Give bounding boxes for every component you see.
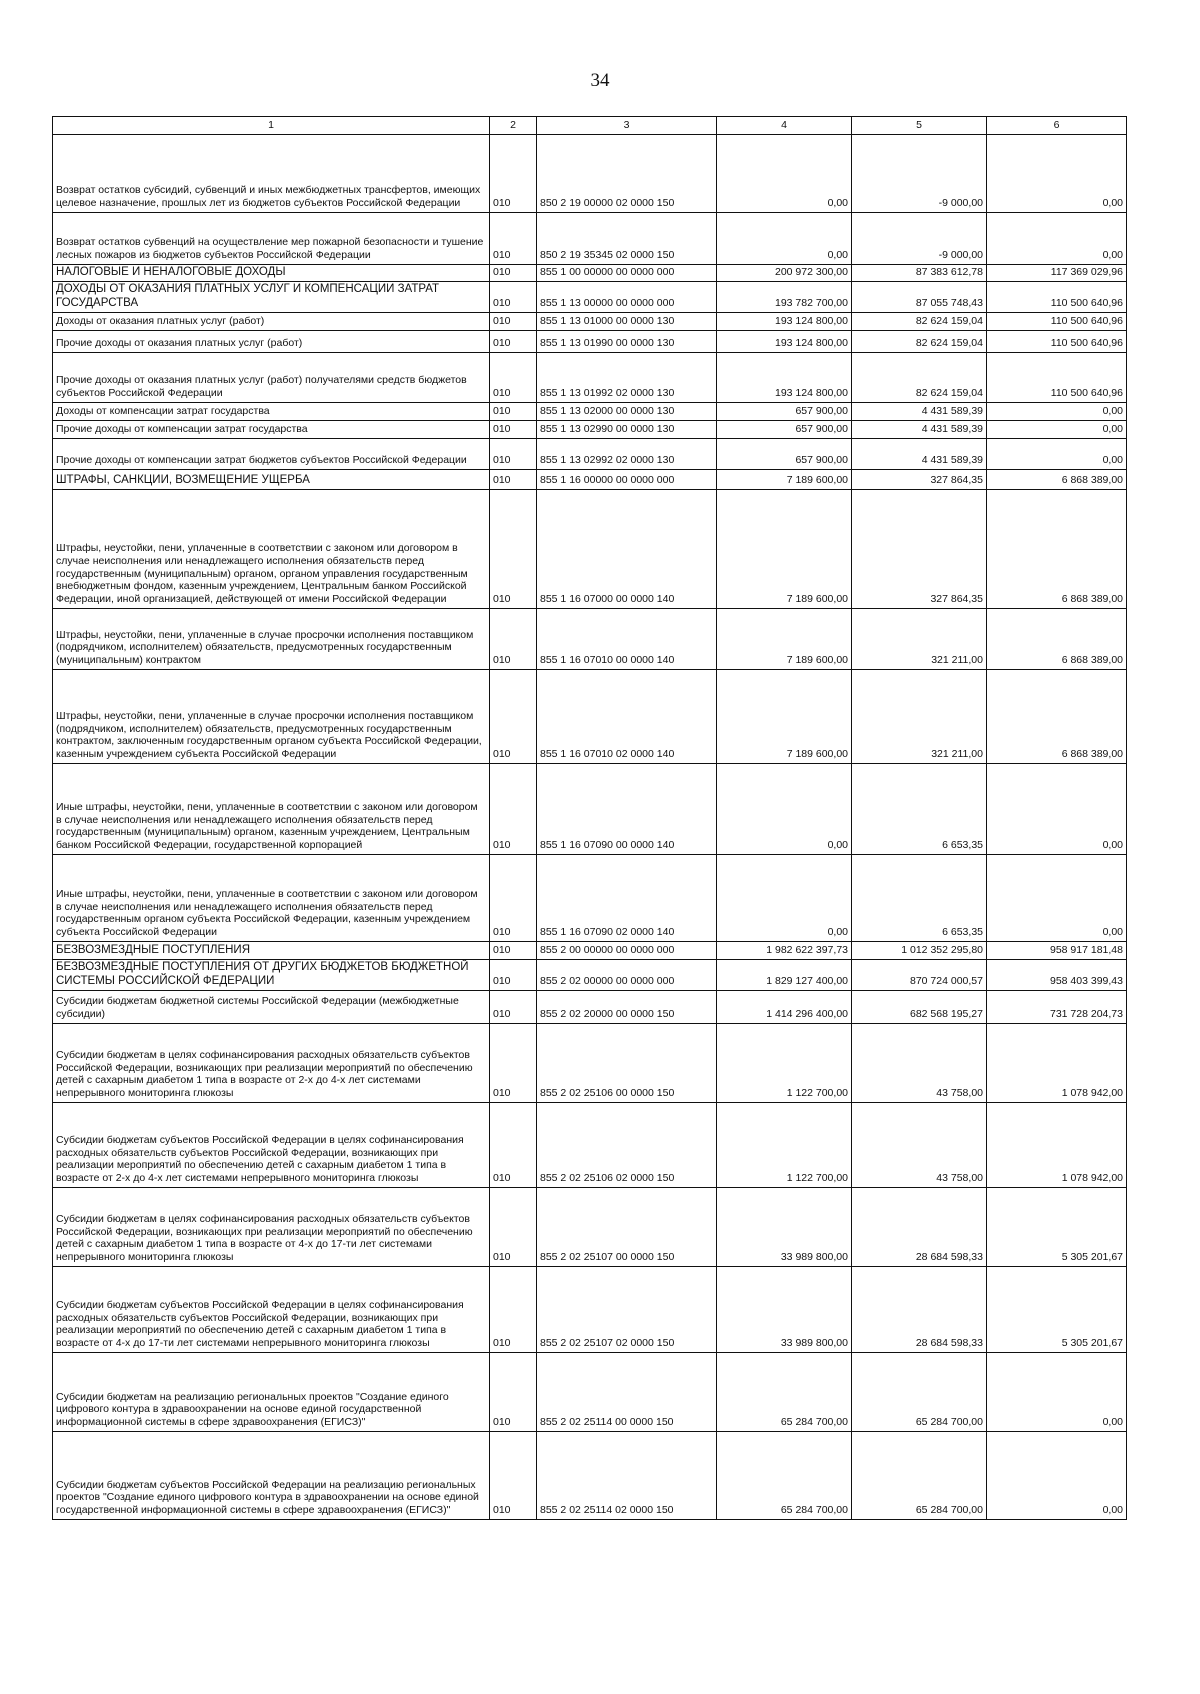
row-executed-amount-cell: 4 431 589,39 [852, 403, 987, 421]
row-approved-amount-cell: 0,00 [717, 135, 852, 213]
table-row [53, 490, 1127, 609]
row-line-code-cell: 010 [490, 403, 537, 421]
row-executed-amount-cell: 6 653,35 [852, 855, 987, 942]
row-unexecuted-amount-cell: 0,00 [987, 764, 1127, 855]
row-line-code-cell: 010 [490, 991, 537, 1024]
table-header [53, 117, 1127, 135]
row-executed-amount-cell: 327 864,35 [852, 470, 987, 490]
table-row [53, 421, 1127, 439]
row-budget-code-cell: 855 1 13 01992 02 0000 130 [537, 353, 717, 403]
row-budget-code-cell: 855 1 13 02992 02 0000 130 [537, 439, 717, 470]
row-name-cell: Штрафы, неустойки, пени, уплаченные в случае просрочки исполнения поставщиком (подрядчиком, исполнителем) обязательств, предусмотренных государственным (муниципальным) контрактом [53, 609, 490, 670]
row-line-code-cell: 010 [490, 670, 537, 764]
row-unexecuted-amount-cell: 0,00 [987, 135, 1127, 213]
table-row [53, 470, 1127, 490]
row-name-cell: Субсидии бюджетам бюджетной системы Российской Федерации (межбюджетные субсидии) [53, 991, 490, 1024]
row-approved-amount-cell: 200 972 300,00 [717, 265, 852, 282]
row-executed-amount-cell: 87 383 612,78 [852, 265, 987, 282]
row-unexecuted-amount-cell: 0,00 [987, 403, 1127, 421]
row-executed-amount-cell: 28 684 598,33 [852, 1267, 987, 1353]
row-line-code-cell: 010 [490, 764, 537, 855]
row-budget-code-cell: 850 2 19 35345 02 0000 150 [537, 213, 717, 265]
row-line-code-cell: 010 [490, 282, 537, 313]
row-approved-amount-cell: 65 284 700,00 [717, 1353, 852, 1432]
row-unexecuted-amount-cell: 1 078 942,00 [987, 1024, 1127, 1103]
row-budget-code-cell: 855 1 16 00000 00 0000 000 [537, 470, 717, 490]
row-approved-amount-cell: 65 284 700,00 [717, 1432, 852, 1520]
row-budget-code-cell: 855 1 16 07000 00 0000 140 [537, 490, 717, 609]
row-unexecuted-amount-cell: 0,00 [987, 421, 1127, 439]
row-unexecuted-amount-cell: 110 500 640,96 [987, 313, 1127, 331]
row-executed-amount-cell: 87 055 748,43 [852, 282, 987, 313]
row-line-code-cell: 010 [490, 439, 537, 470]
row-budget-code-cell: 855 1 00 00000 00 0000 000 [537, 265, 717, 282]
row-unexecuted-amount-cell: 6 868 389,00 [987, 490, 1127, 609]
row-name-cell: Штрафы, неустойки, пени, уплаченные в соответствии с законом или договором в случае неисполнения или ненадлежащего исполнения обязательств перед государственным (муниципальным) органом, органом управления государственным внебюджетным фондом, казенным учреждением, Центральным банком Российской Федерации, иной организацией, действующей от имени Российской Федерации [53, 490, 490, 609]
row-unexecuted-amount-cell: 110 500 640,96 [987, 353, 1127, 403]
row-line-code-cell: 010 [490, 265, 537, 282]
row-name-cell: Субсидии бюджетам на реализацию региональных проектов "Создание единого цифрового контура в здравоохранении на основе единой государственной информационной системы в сфере здравоохранения (ЕГИСЗ)" [53, 1353, 490, 1432]
table-row [53, 265, 1127, 282]
row-executed-amount-cell: 28 684 598,33 [852, 1188, 987, 1267]
table-row [53, 670, 1127, 764]
row-approved-amount-cell: 657 900,00 [717, 421, 852, 439]
column-header-4: 4 [717, 117, 852, 135]
row-approved-amount-cell: 657 900,00 [717, 439, 852, 470]
table-row [53, 855, 1127, 942]
row-line-code-cell: 010 [490, 942, 537, 960]
row-line-code-cell: 010 [490, 490, 537, 609]
table-row [53, 1267, 1127, 1353]
budget-revenue-table [52, 116, 1127, 1520]
row-executed-amount-cell: -9 000,00 [852, 213, 987, 265]
table-row [53, 1432, 1127, 1520]
row-line-code-cell: 010 [490, 135, 537, 213]
row-name-cell: ДОХОДЫ ОТ ОКАЗАНИЯ ПЛАТНЫХ УСЛУГ И КОМПЕНСАЦИИ ЗАТРАТ ГОСУДАРСТВА [53, 282, 490, 313]
row-approved-amount-cell: 1 829 127 400,00 [717, 960, 852, 991]
table-body [53, 135, 1127, 1520]
table-row [53, 282, 1127, 313]
row-name-cell: Доходы от компенсации затрат государства [53, 403, 490, 421]
row-approved-amount-cell: 33 989 800,00 [717, 1267, 852, 1353]
row-name-cell: Субсидии бюджетам субъектов Российской Федерации в целях софинансирования расходных обязательств субъектов Российской Федерации, возникающих при реализации мероприятий по обеспечению детей с сахарным диабетом 1 типа в возрасте от 4-х до 17-ти лет системами непрерывного мониторинга глюкозы [53, 1267, 490, 1353]
table-row [53, 764, 1127, 855]
column-header-1: 1 [53, 117, 490, 135]
table-row [53, 960, 1127, 991]
table-row [53, 331, 1127, 353]
row-line-code-cell: 010 [490, 331, 537, 353]
row-budget-code-cell: 855 1 16 07090 00 0000 140 [537, 764, 717, 855]
row-line-code-cell: 010 [490, 960, 537, 991]
row-approved-amount-cell: 193 124 800,00 [717, 353, 852, 403]
table-row [53, 353, 1127, 403]
row-name-cell: Прочие доходы от компенсации затрат бюджетов субъектов Российской Федерации [53, 439, 490, 470]
row-budget-code-cell: 855 1 13 01000 00 0000 130 [537, 313, 717, 331]
row-unexecuted-amount-cell: 1 078 942,00 [987, 1103, 1127, 1188]
table-row [53, 1353, 1127, 1432]
row-executed-amount-cell: 4 431 589,39 [852, 439, 987, 470]
row-line-code-cell: 010 [490, 609, 537, 670]
row-approved-amount-cell: 7 189 600,00 [717, 670, 852, 764]
row-unexecuted-amount-cell: 117 369 029,96 [987, 265, 1127, 282]
row-name-cell: Прочие доходы от оказания платных услуг (работ) [53, 331, 490, 353]
row-line-code-cell: 010 [490, 313, 537, 331]
row-approved-amount-cell: 1 414 296 400,00 [717, 991, 852, 1024]
row-name-cell: БЕЗВОЗМЕЗДНЫЕ ПОСТУПЛЕНИЯ ОТ ДРУГИХ БЮДЖЕТОВ БЮДЖЕТНОЙ СИСТЕМЫ РОССИЙСКОЙ ФЕДЕРАЦИИ [53, 960, 490, 991]
row-approved-amount-cell: 193 124 800,00 [717, 313, 852, 331]
row-unexecuted-amount-cell: 0,00 [987, 1353, 1127, 1432]
row-budget-code-cell: 855 2 02 00000 00 0000 000 [537, 960, 717, 991]
row-executed-amount-cell: 321 211,00 [852, 609, 987, 670]
row-name-cell: Иные штрафы, неустойки, пени, уплаченные в соответствии с законом или договором в случае неисполнения или ненадлежащего исполнения обязательств перед государственным органом субъекта Российской Федерации, казенным учреждением субъекта Российской Федерации [53, 855, 490, 942]
row-budget-code-cell: 855 2 02 25114 02 0000 150 [537, 1432, 717, 1520]
row-line-code-cell: 010 [490, 1188, 537, 1267]
row-name-cell: Субсидии бюджетам в целях софинансирования расходных обязательств субъектов Российской Федерации, возникающих при реализации мероприятий по обеспечению детей с сахарным диабетом 1 типа в возрасте от 4-х до 17-ти лет системами непрерывного мониторинга глюкозы [53, 1188, 490, 1267]
row-unexecuted-amount-cell: 110 500 640,96 [987, 331, 1127, 353]
row-executed-amount-cell: 65 284 700,00 [852, 1432, 987, 1520]
table-row [53, 439, 1127, 470]
column-header-6: 6 [987, 117, 1127, 135]
header-row [53, 117, 1127, 135]
row-unexecuted-amount-cell: 5 305 201,67 [987, 1267, 1127, 1353]
row-approved-amount-cell: 193 782 700,00 [717, 282, 852, 313]
row-executed-amount-cell: 82 624 159,04 [852, 353, 987, 403]
row-approved-amount-cell: 0,00 [717, 764, 852, 855]
table-row [53, 1188, 1127, 1267]
row-budget-code-cell: 855 1 13 02000 00 0000 130 [537, 403, 717, 421]
row-budget-code-cell: 855 2 02 25106 02 0000 150 [537, 1103, 717, 1188]
row-unexecuted-amount-cell: 0,00 [987, 855, 1127, 942]
row-executed-amount-cell: 6 653,35 [852, 764, 987, 855]
row-unexecuted-amount-cell: 110 500 640,96 [987, 282, 1127, 313]
row-budget-code-cell: 855 2 02 25107 00 0000 150 [537, 1188, 717, 1267]
row-name-cell: Субсидии бюджетам субъектов Российской Федерации в целях софинансирования расходных обязательств субъектов Российской Федерации, возникающих при реализации мероприятий по обеспечению детей с сахарным диабетом 1 типа в возрасте от 2-х до 4-х лет системами непрерывного мониторинга глюкозы [53, 1103, 490, 1188]
row-executed-amount-cell: 43 758,00 [852, 1024, 987, 1103]
row-name-cell: Субсидии бюджетам в целях софинансирования расходных обязательств субъектов Российской Федерации, возникающих при реализации мероприятий по обеспечению детей с сахарным диабетом 1 типа в возрасте от 2-х до 4-х лет системами непрерывного мониторинга глюкозы [53, 1024, 490, 1103]
row-budget-code-cell: 855 2 02 25114 00 0000 150 [537, 1353, 717, 1432]
row-line-code-cell: 010 [490, 470, 537, 490]
table-row [53, 609, 1127, 670]
row-line-code-cell: 010 [490, 353, 537, 403]
column-header-5: 5 [852, 117, 987, 135]
page-number: 34 [590, 70, 610, 91]
row-budget-code-cell: 855 2 02 25106 00 0000 150 [537, 1024, 717, 1103]
row-unexecuted-amount-cell: 0,00 [987, 213, 1127, 265]
row-unexecuted-amount-cell: 731 728 204,73 [987, 991, 1127, 1024]
row-executed-amount-cell: 4 431 589,39 [852, 421, 987, 439]
row-line-code-cell: 010 [490, 855, 537, 942]
row-executed-amount-cell: 82 624 159,04 [852, 331, 987, 353]
row-executed-amount-cell: 870 724 000,57 [852, 960, 987, 991]
row-executed-amount-cell: 327 864,35 [852, 490, 987, 609]
table-row [53, 1024, 1127, 1103]
row-name-cell: НАЛОГОВЫЕ И НЕНАЛОГОВЫЕ ДОХОДЫ [53, 265, 490, 282]
row-line-code-cell: 010 [490, 1353, 537, 1432]
row-name-cell: Субсидии бюджетам субъектов Российской Федерации на реализацию региональных проектов "Создание единого цифрового контура в здравоохранении на основе единой государственной информационной системы в сфере здравоохранения (ЕГИСЗ)" [53, 1432, 490, 1520]
table-row [53, 403, 1127, 421]
column-header-2: 2 [490, 117, 537, 135]
row-approved-amount-cell: 7 189 600,00 [717, 490, 852, 609]
row-budget-code-cell: 850 2 19 00000 02 0000 150 [537, 135, 717, 213]
row-budget-code-cell: 855 1 13 00000 00 0000 000 [537, 282, 717, 313]
table-row [53, 313, 1127, 331]
row-unexecuted-amount-cell: 6 868 389,00 [987, 470, 1127, 490]
row-executed-amount-cell: 682 568 195,27 [852, 991, 987, 1024]
row-name-cell: Возврат остатков субвенций на осуществление мер пожарной безопасности и тушение лесных пожаров из бюджетов субъектов Российской Федерации [53, 213, 490, 265]
row-executed-amount-cell: 321 211,00 [852, 670, 987, 764]
row-budget-code-cell: 855 2 02 25107 02 0000 150 [537, 1267, 717, 1353]
row-line-code-cell: 010 [490, 1267, 537, 1353]
row-approved-amount-cell: 193 124 800,00 [717, 331, 852, 353]
row-line-code-cell: 010 [490, 421, 537, 439]
table-row [53, 213, 1127, 265]
row-name-cell: Доходы от оказания платных услуг (работ) [53, 313, 490, 331]
row-line-code-cell: 010 [490, 1432, 537, 1520]
row-executed-amount-cell: 65 284 700,00 [852, 1353, 987, 1432]
row-approved-amount-cell: 7 189 600,00 [717, 470, 852, 490]
row-unexecuted-amount-cell: 958 403 399,43 [987, 960, 1127, 991]
row-approved-amount-cell: 657 900,00 [717, 403, 852, 421]
row-name-cell: БЕЗВОЗМЕЗДНЫЕ ПОСТУПЛЕНИЯ [53, 942, 490, 960]
row-name-cell: Иные штрафы, неустойки, пени, уплаченные в соответствии с законом или договором в случае неисполнения или ненадлежащего исполнения обязательств перед государственным (муниципальным) органом, казенным учреждением, Центральным банком Российской Федерации, государственной корпорацией [53, 764, 490, 855]
row-name-cell: Возврат остатков субсидий, субвенций и иных межбюджетных трансфертов, имеющих целевое назначение, прошлых лет из бюджетов субъектов Российской Федерации [53, 135, 490, 213]
row-unexecuted-amount-cell: 0,00 [987, 1432, 1127, 1520]
row-approved-amount-cell: 0,00 [717, 855, 852, 942]
row-executed-amount-cell: 82 624 159,04 [852, 313, 987, 331]
row-budget-code-cell: 855 1 13 02990 00 0000 130 [537, 421, 717, 439]
row-name-cell: ШТРАФЫ, САНКЦИИ, ВОЗМЕЩЕНИЕ УЩЕРБА [53, 470, 490, 490]
row-budget-code-cell: 855 1 16 07010 02 0000 140 [537, 670, 717, 764]
row-unexecuted-amount-cell: 958 917 181,48 [987, 942, 1127, 960]
row-executed-amount-cell: -9 000,00 [852, 135, 987, 213]
row-approved-amount-cell: 7 189 600,00 [717, 609, 852, 670]
table-row [53, 942, 1127, 960]
row-executed-amount-cell: 1 012 352 295,80 [852, 942, 987, 960]
row-budget-code-cell: 855 1 13 01990 00 0000 130 [537, 331, 717, 353]
row-unexecuted-amount-cell: 5 305 201,67 [987, 1188, 1127, 1267]
row-line-code-cell: 010 [490, 1103, 537, 1188]
table-row [53, 1103, 1127, 1188]
row-budget-code-cell: 855 2 02 20000 00 0000 150 [537, 991, 717, 1024]
row-approved-amount-cell: 1 982 622 397,73 [717, 942, 852, 960]
row-approved-amount-cell: 0,00 [717, 213, 852, 265]
row-line-code-cell: 010 [490, 1024, 537, 1103]
row-name-cell: Прочие доходы от оказания платных услуг (работ) получателями средств бюджетов субъектов Российской Федерации [53, 353, 490, 403]
row-approved-amount-cell: 1 122 700,00 [717, 1103, 852, 1188]
table-row [53, 135, 1127, 213]
row-budget-code-cell: 855 1 16 07090 02 0000 140 [537, 855, 717, 942]
row-approved-amount-cell: 1 122 700,00 [717, 1024, 852, 1103]
column-header-3: 3 [537, 117, 717, 135]
row-name-cell: Прочие доходы от компенсации затрат государства [53, 421, 490, 439]
row-line-code-cell: 010 [490, 213, 537, 265]
row-approved-amount-cell: 33 989 800,00 [717, 1188, 852, 1267]
table-row [53, 991, 1127, 1024]
row-unexecuted-amount-cell: 0,00 [987, 439, 1127, 470]
row-executed-amount-cell: 43 758,00 [852, 1103, 987, 1188]
row-name-cell: Штрафы, неустойки, пени, уплаченные в случае просрочки исполнения поставщиком (подрядчиком, исполнителем) обязательств, предусмотренных государственным контрактом, заключенным государственным органом субъекта Российской Федерации, казенным учреждением субъекта Российской Федерации [53, 670, 490, 764]
row-budget-code-cell: 855 2 00 00000 00 0000 000 [537, 942, 717, 960]
row-unexecuted-amount-cell: 6 868 389,00 [987, 609, 1127, 670]
row-budget-code-cell: 855 1 16 07010 00 0000 140 [537, 609, 717, 670]
row-unexecuted-amount-cell: 6 868 389,00 [987, 670, 1127, 764]
